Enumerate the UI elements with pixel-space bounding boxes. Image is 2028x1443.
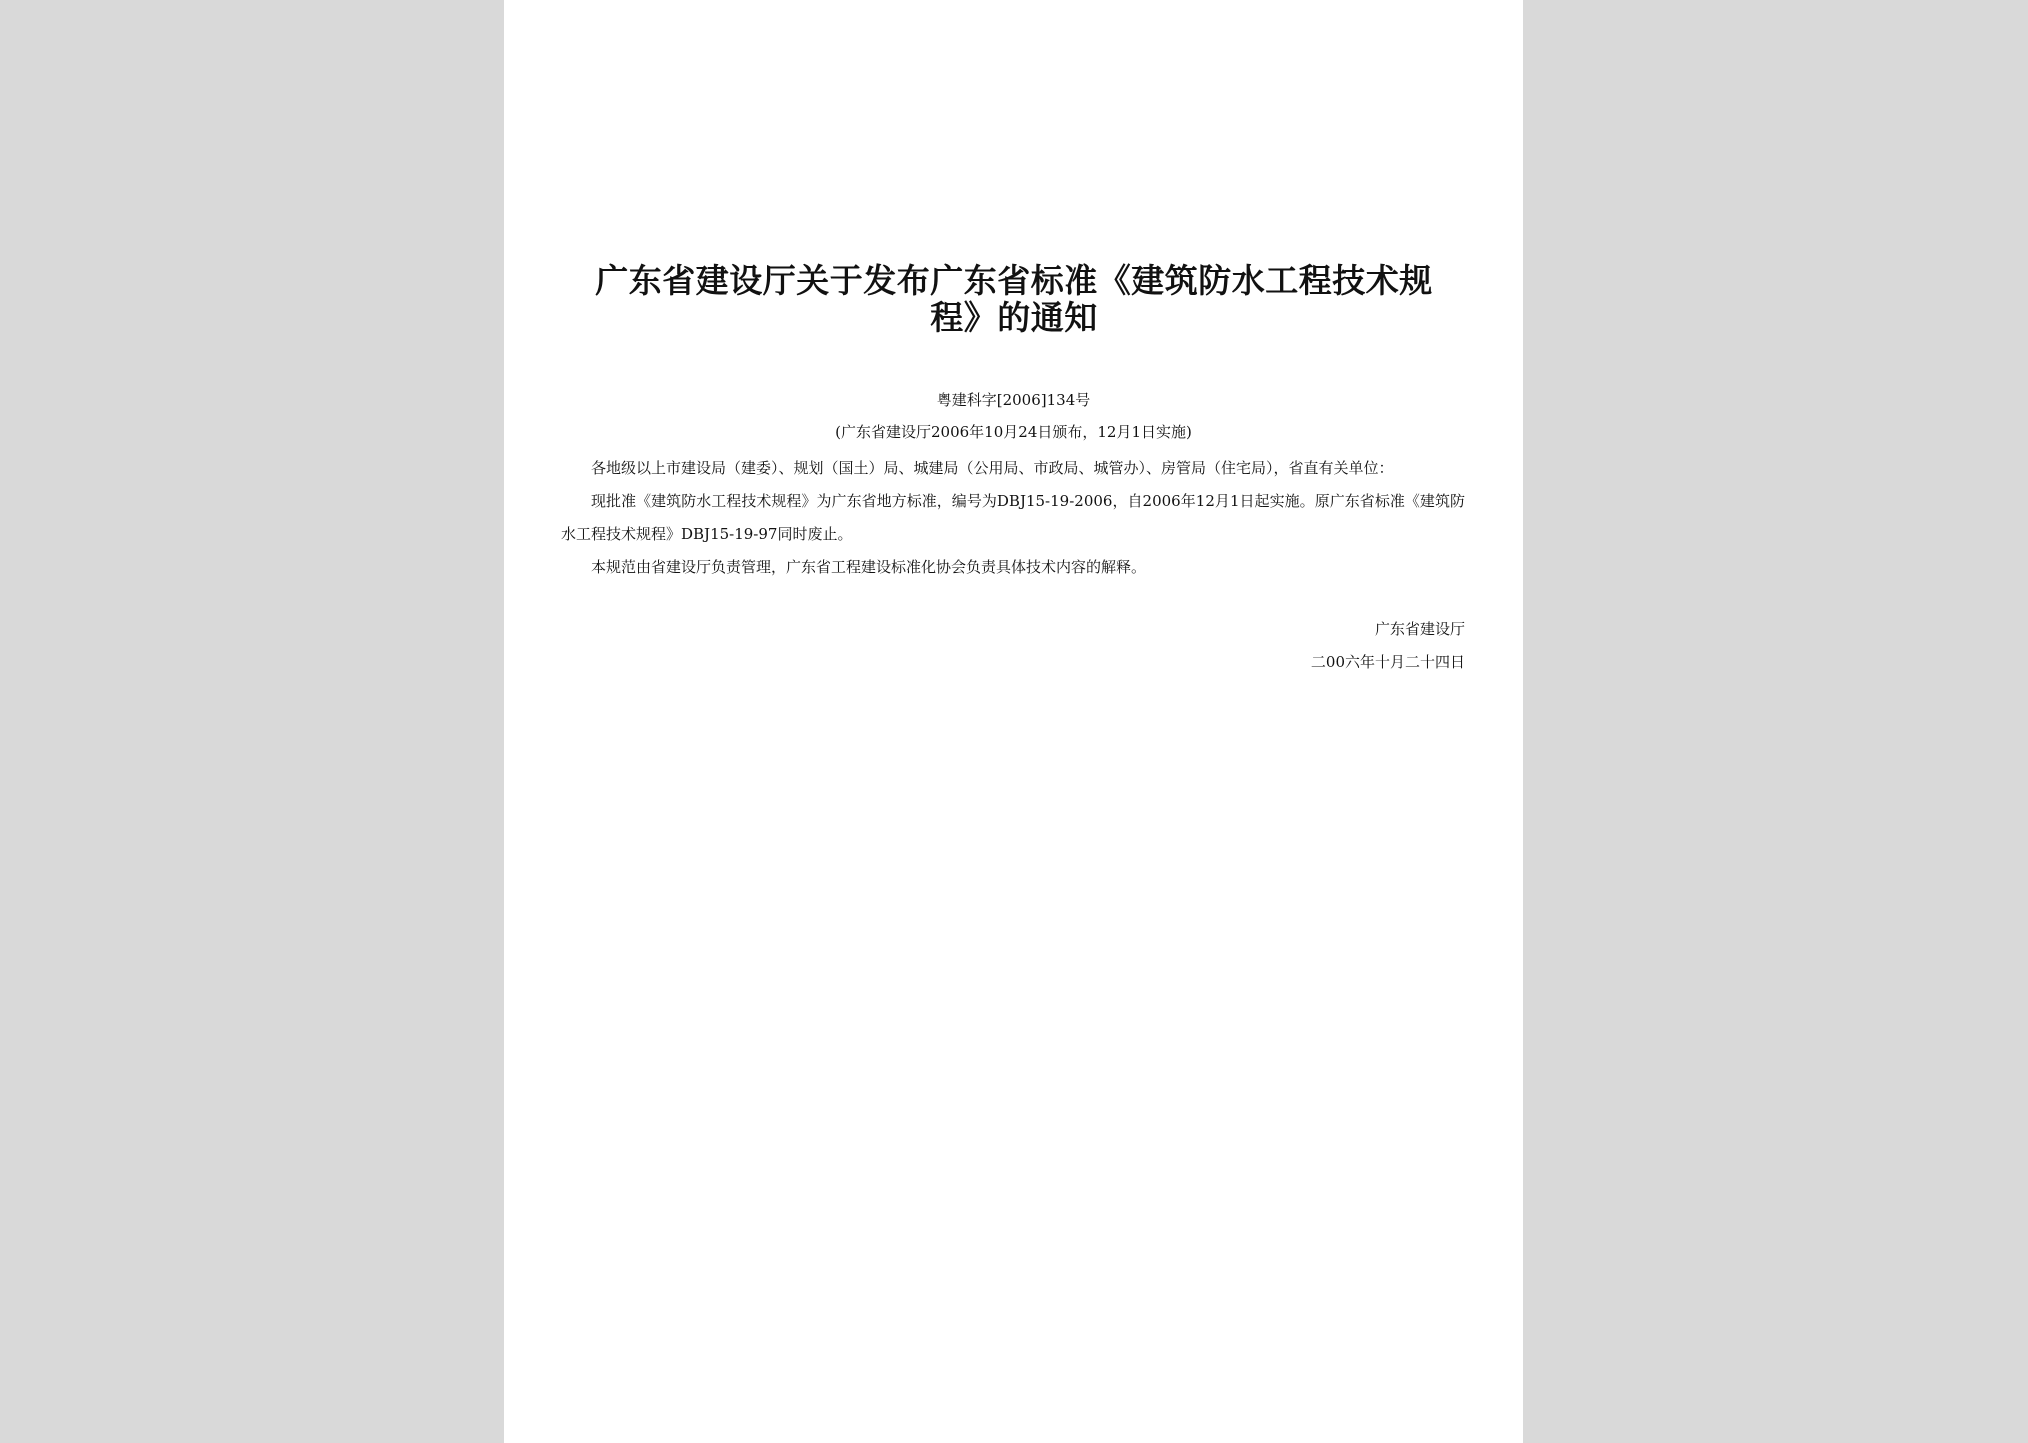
issued-note: (广东省建设厅2006年10月24日颁布，12月1日实施): [835, 423, 1192, 441]
document-page: [504, 0, 1523, 1443]
paragraph-approval: 现批准《建筑防水工程技术规程》为广东省地方标准，编号为DBJ15-19-2006，自2006年12月1日起实施。原广东省标准《建筑防水工程技术规程》DBJ15-19-97同时废止。: [561, 492, 1465, 543]
paragraph-management: 本规范由省建设厅负责管理，广东省工程建设标准化协会负责具体技术内容的解释。: [591, 558, 1147, 576]
signature-date: 二00六年十月二十四日: [1310, 653, 1465, 671]
document-body: [561, 452, 1465, 584]
paragraph-addressees: 各地级以上市建设局（建委）、规划（国土）局、城建局（公用局、市政局、城管办）、房管局（住宅局），省直有关单位：: [591, 459, 1394, 477]
document-title: 广东省建设厅关于发布广东省标准《建筑防水工程技术规程》的通知: [595, 261, 1433, 337]
document-number: 粤建科字[2006]134号: [936, 391, 1091, 409]
signature-organization: 广东省建设厅: [1374, 620, 1465, 638]
